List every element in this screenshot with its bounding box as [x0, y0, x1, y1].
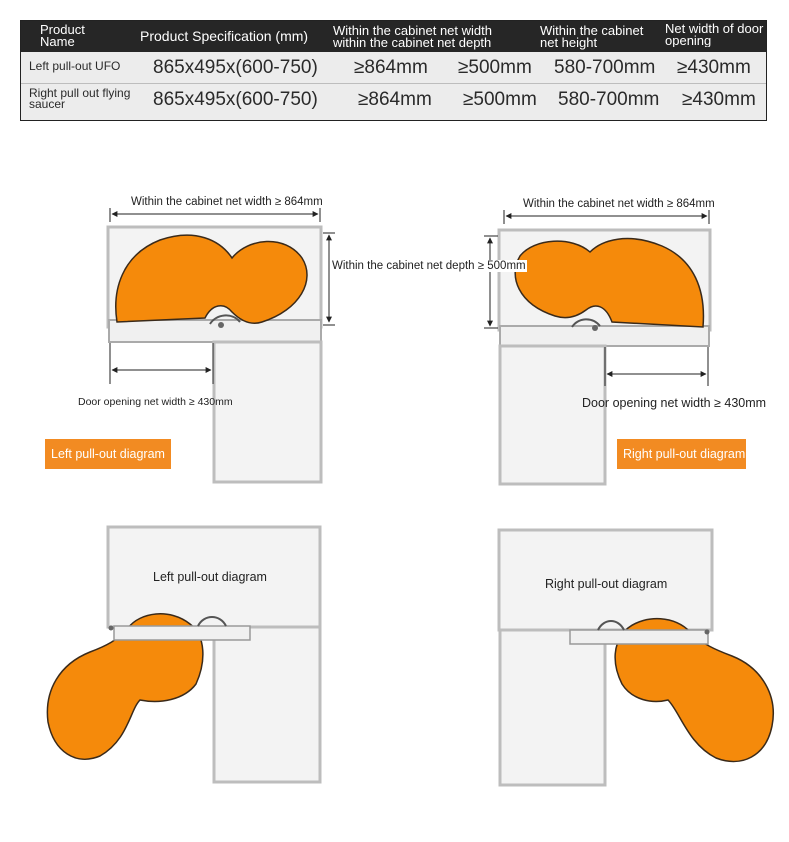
pivot-dot [592, 325, 598, 331]
header-door: Net width of door opening [665, 23, 764, 47]
row-name: Left pull-out UFO [29, 59, 121, 73]
pullout-shelf [114, 626, 250, 640]
cabinet-shelf [109, 320, 321, 342]
row-door: ≥430mm [682, 89, 756, 110]
right-pullout-open-diagram [499, 530, 773, 785]
header-height: Within the cabinet net height [540, 23, 644, 50]
pullout-shelf [570, 630, 708, 644]
left-door-label: Door opening net width ≥ 430mm [78, 396, 233, 408]
row-height: 580-700mm [554, 57, 656, 78]
cabinet-side [500, 346, 605, 484]
row-height: 580-700mm [558, 89, 660, 110]
cabinet-side [214, 627, 320, 782]
row-spec: 865x495x(600-750) [153, 89, 318, 110]
cabinet-side [214, 342, 321, 482]
row-spec: 865x495x(600-750) [153, 57, 318, 78]
row-depth: ≥500mm [458, 57, 532, 78]
right-pullout-tag: Right pull-out diagram [617, 439, 746, 469]
cabinet-side [500, 630, 605, 785]
header-product-name: Product Name [40, 22, 85, 49]
pivot-dot [109, 626, 114, 631]
cabinet-shelf [500, 326, 709, 346]
orange-tray [116, 235, 307, 323]
left-pullout-caption: Left pull-out diagram [153, 570, 267, 584]
depth-label: Within the cabinet net depth ≥ 500mm [332, 260, 526, 272]
row-door: ≥430mm [677, 57, 751, 78]
left-pullout-tag: Left pull-out diagram [45, 439, 171, 469]
right-pullout-caption: Right pull-out diagram [545, 577, 668, 591]
header-width-depth: Within the cabinet net width within the cabinet net depth [333, 23, 492, 50]
pivot-dot [218, 322, 224, 328]
row-width: ≥864mm [358, 89, 432, 110]
left-pullout-open-diagram [47, 527, 320, 782]
header-spec: Product Specification (mm) [140, 28, 309, 44]
row-name: Right pull out flying saucer [29, 86, 131, 111]
row-width: ≥864mm [354, 57, 428, 78]
right-width-label: Within the cabinet net width ≥ 864mm [523, 198, 715, 210]
right-door-label: Door opening net width ≥ 430mm [582, 396, 767, 410]
row-depth: ≥500mm [463, 89, 537, 110]
pivot-dot [705, 630, 710, 635]
left-width-label: Within the cabinet net width ≥ 864mm [131, 196, 323, 208]
